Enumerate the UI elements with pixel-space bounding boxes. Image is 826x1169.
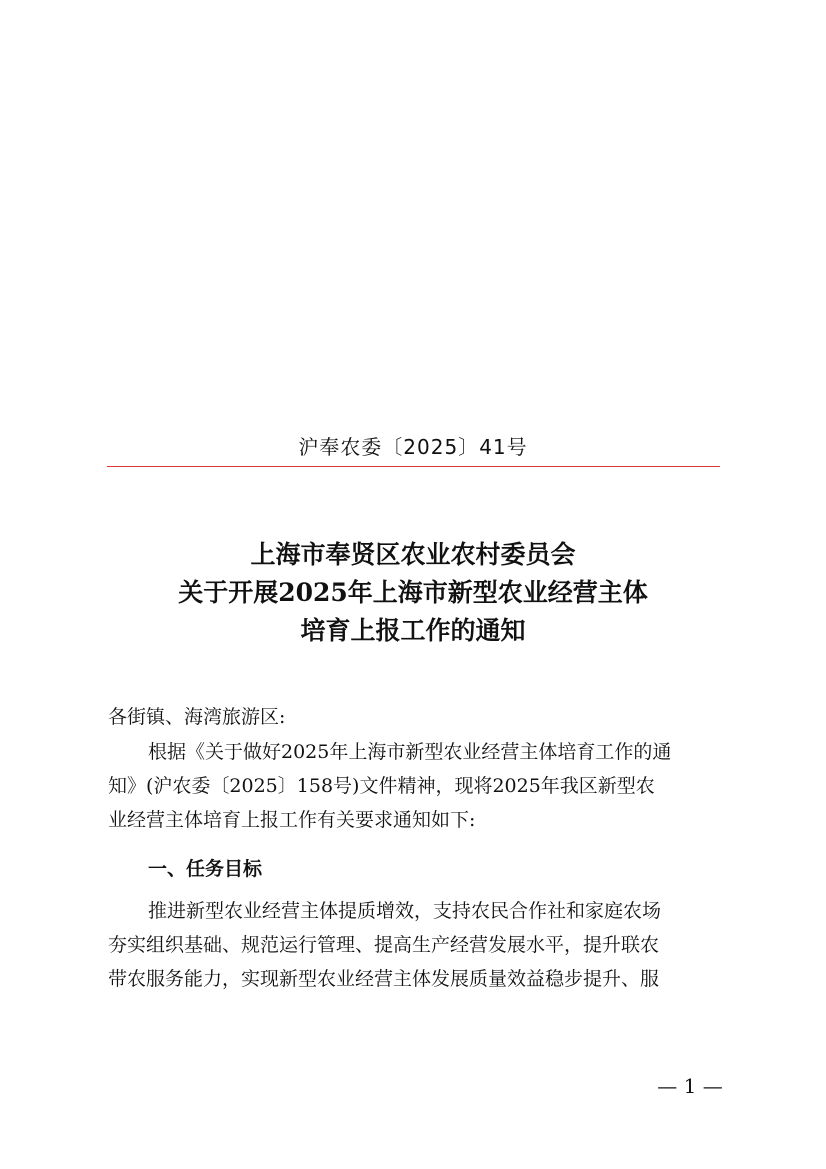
document-number: 沪奉农委〔2025〕41号 bbox=[298, 435, 528, 459]
title-line-1: 上海市奉贤区农业农村委员会 bbox=[250, 540, 576, 569]
title-line-2: 关于开展2025年上海市新型农业经营主体 bbox=[178, 578, 648, 607]
salutation: 各街镇、海湾旅游区: bbox=[108, 706, 286, 728]
paragraph-1-line-3: 业经营主体培育上报工作有关要求通知如下: bbox=[108, 809, 476, 831]
paragraph-2-line-2: 夯实组织基础、规范运行管理、提高生产经营发展水平，提升联农 bbox=[108, 934, 660, 956]
paragraph-2-line-3: 带农服务能力，实现新型农业经营主体发展质量效益稳步提升、服 bbox=[108, 968, 660, 990]
paragraph-1-line-1: 根据《关于做好2025年上海市新型农业经营主体培育工作的通 bbox=[148, 741, 672, 763]
page-number: — 1 — bbox=[657, 1074, 723, 1098]
title-line-3: 培育上报工作的通知 bbox=[300, 616, 526, 645]
red-separator-line bbox=[107, 466, 720, 467]
paragraph-2 bbox=[108, 894, 726, 996]
document-title bbox=[0, 536, 826, 650]
paragraph-1-line-2: 知》(沪农委〔2025〕158号)文件精神，现将2025年我区新型农 bbox=[108, 775, 655, 797]
section-heading-1: 一、任务目标 bbox=[148, 858, 263, 880]
paragraph-1 bbox=[108, 735, 726, 837]
paragraph-2-line-1: 推进新型农业经营主体提质增效，支持农民合作社和家庭农场 bbox=[148, 900, 662, 922]
